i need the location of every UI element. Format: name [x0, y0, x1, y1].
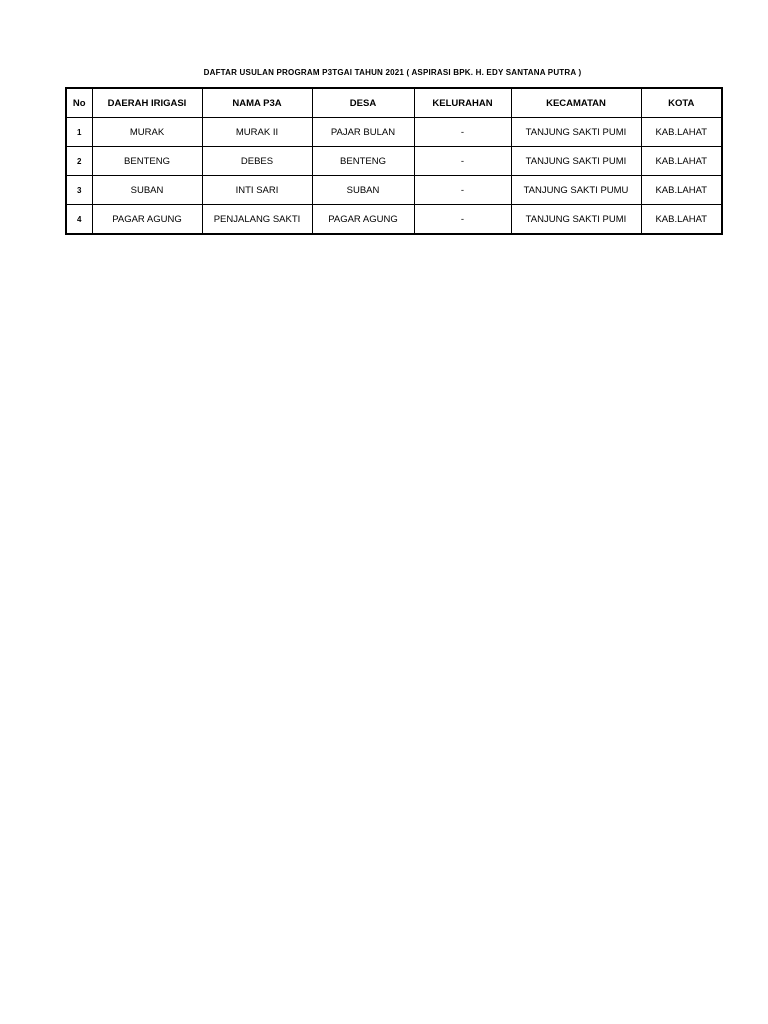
cell-no: 4: [66, 205, 92, 235]
cell-desa: PAJAR BULAN: [312, 118, 414, 147]
cell-nama-p3a: PENJALANG SAKTI: [202, 205, 312, 235]
cell-desa: BENTENG: [312, 147, 414, 176]
document-title: DAFTAR USULAN PROGRAM P3TGAI TAHUN 2021 ( ASPIRASI BPK. H. EDY SANTANA PUTRA ): [203, 68, 582, 77]
cell-kelurahan: -: [414, 176, 511, 205]
table-row: [66, 118, 722, 147]
cell-kota: KAB.LAHAT: [641, 176, 722, 205]
cell-kota: KAB.LAHAT: [641, 147, 722, 176]
cell-kecamatan: TANJUNG SAKTI PUMI: [511, 147, 641, 176]
cell-daerah-irigasi: BENTENG: [92, 147, 202, 176]
header-desa: DESA: [312, 88, 414, 118]
header-kelurahan: KELURAHAN: [414, 88, 511, 118]
table-header-row: [66, 88, 722, 118]
usulan-table: [65, 87, 723, 235]
cell-nama-p3a: MURAK II: [202, 118, 312, 147]
cell-daerah-irigasi: PAGAR AGUNG: [92, 205, 202, 235]
cell-no: 1: [66, 118, 92, 147]
cell-kecamatan: TANJUNG SAKTI PUMI: [511, 205, 641, 235]
table-row: [66, 147, 722, 176]
cell-kelurahan: -: [414, 205, 511, 235]
header-no: No: [66, 88, 92, 118]
cell-desa: SUBAN: [312, 176, 414, 205]
cell-kelurahan: -: [414, 147, 511, 176]
cell-kecamatan: TANJUNG SAKTI PUMI: [511, 118, 641, 147]
cell-daerah-irigasi: SUBAN: [92, 176, 202, 205]
header-daerah-irigasi: DAERAH IRIGASI: [92, 88, 202, 118]
cell-daerah-irigasi: MURAK: [92, 118, 202, 147]
header-kota: KOTA: [641, 88, 722, 118]
cell-no: 3: [66, 176, 92, 205]
table-row: [66, 205, 722, 235]
cell-no: 2: [66, 147, 92, 176]
cell-kecamatan: TANJUNG SAKTI PUMU: [511, 176, 641, 205]
header-kecamatan: KECAMATAN: [511, 88, 641, 118]
table-row: [66, 176, 722, 205]
header-nama-p3a: NAMA P3A: [202, 88, 312, 118]
cell-nama-p3a: DEBES: [202, 147, 312, 176]
cell-desa: PAGAR AGUNG: [312, 205, 414, 235]
cell-nama-p3a: INTI SARI: [202, 176, 312, 205]
cell-kota: KAB.LAHAT: [641, 205, 722, 235]
cell-kelurahan: -: [414, 118, 511, 147]
cell-kota: KAB.LAHAT: [641, 118, 722, 147]
